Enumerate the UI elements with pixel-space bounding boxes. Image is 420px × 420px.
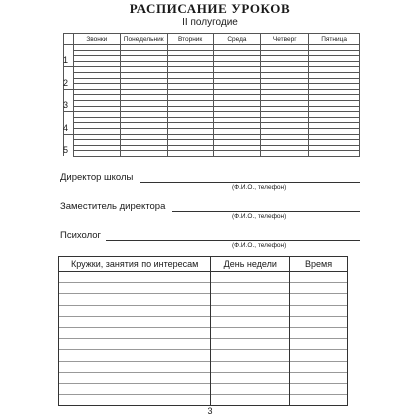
director-fill-line[interactable] [140,182,360,183]
clubs-row [59,305,348,316]
clubs-body [59,272,348,406]
clubs-cell[interactable] [290,372,348,383]
clubs-cell[interactable] [59,350,211,361]
clubs-cell[interactable] [59,339,211,350]
clubs-cell[interactable] [290,339,348,350]
clubs-cell[interactable] [290,395,348,406]
clubs-cell[interactable] [59,305,211,316]
clubs-cell[interactable] [59,372,211,383]
col-header-weekday: День недели [211,257,290,272]
lesson-number: 1 [63,55,69,65]
clubs-cell[interactable] [211,395,290,406]
clubs-cell[interactable] [59,361,211,372]
col-header-monday: Понедельник [120,34,167,45]
clubs-row [59,350,348,361]
clubs-cell[interactable] [59,383,211,394]
clubs-cell[interactable] [59,283,211,294]
clubs-row [59,327,348,338]
clubs-cell[interactable] [59,272,211,283]
clubs-cell[interactable] [211,339,290,350]
col-header-wednesday: Среда [213,34,261,45]
schedule-cell[interactable] [167,151,213,157]
schedule-body [64,45,360,157]
col-header-clubs: Кружки, занятия по интересам [59,257,211,272]
clubs-cell[interactable] [59,327,211,338]
schedule-cell[interactable] [120,151,167,157]
clubs-cell[interactable] [59,294,211,305]
col-header-thursday: Четверг [261,34,309,45]
clubs-cell[interactable] [290,283,348,294]
col-header-time: Время [290,257,348,272]
clubs-row [59,339,348,350]
clubs-row [59,316,348,327]
schedule-table [63,33,360,157]
lesson-number: 3 [63,100,69,110]
psychologist-fill-line[interactable] [106,240,360,241]
page-subtitle: II полугодие [182,17,238,28]
clubs-cell[interactable] [211,272,290,283]
clubs-cell[interactable] [211,383,290,394]
col-header-blank [64,34,74,45]
deputy-director-label: Заместитель директора [60,201,166,212]
page-title: РАСПИСАНИЕ УРОКОВ [129,1,291,16]
clubs-cell[interactable] [211,350,290,361]
clubs-cell[interactable] [290,383,348,394]
clubs-row [59,283,348,294]
lesson-number: 5 [63,145,69,155]
clubs-row [59,272,348,283]
clubs-cell[interactable] [211,327,290,338]
lesson-number: 2 [63,78,69,88]
psychologist-label: Психолог [60,230,102,241]
clubs-cell[interactable] [290,361,348,372]
schedule-cell[interactable] [213,151,261,157]
clubs-row [59,372,348,383]
clubs-cell[interactable] [290,294,348,305]
col-header-bells: Звонки [73,34,120,45]
clubs-cell[interactable] [211,283,290,294]
clubs-cell[interactable] [211,305,290,316]
schedule-row [64,151,360,157]
schedule-cell[interactable] [73,151,120,157]
clubs-row [59,294,348,305]
clubs-cell[interactable] [290,316,348,327]
clubs-table [58,256,348,406]
clubs-row [59,395,348,406]
director-hint: (Ф.И.О., телефон) [232,184,287,191]
col-header-tuesday: Вторник [167,34,213,45]
clubs-cell[interactable] [211,294,290,305]
clubs-cell[interactable] [211,361,290,372]
clubs-row [59,383,348,394]
clubs-row [59,361,348,372]
clubs-cell[interactable] [59,395,211,406]
page-number: 3 [207,406,213,416]
clubs-cell[interactable] [290,272,348,283]
deputy-director-fill-line[interactable] [172,211,360,212]
director-label: Директор школы [60,172,134,183]
deputy-director-hint: (Ф.И.О., телефон) [232,213,287,220]
psychologist-hint: (Ф.И.О., телефон) [232,242,287,249]
schedule-cell[interactable] [261,151,309,157]
lesson-number: 4 [63,123,69,133]
clubs-cell[interactable] [211,316,290,327]
clubs-cell[interactable] [59,316,211,327]
clubs-cell[interactable] [211,372,290,383]
clubs-cell[interactable] [290,305,348,316]
clubs-cell[interactable] [290,350,348,361]
col-header-friday: Пятница [309,34,360,45]
schedule-cell[interactable] [309,151,360,157]
clubs-cell[interactable] [290,327,348,338]
